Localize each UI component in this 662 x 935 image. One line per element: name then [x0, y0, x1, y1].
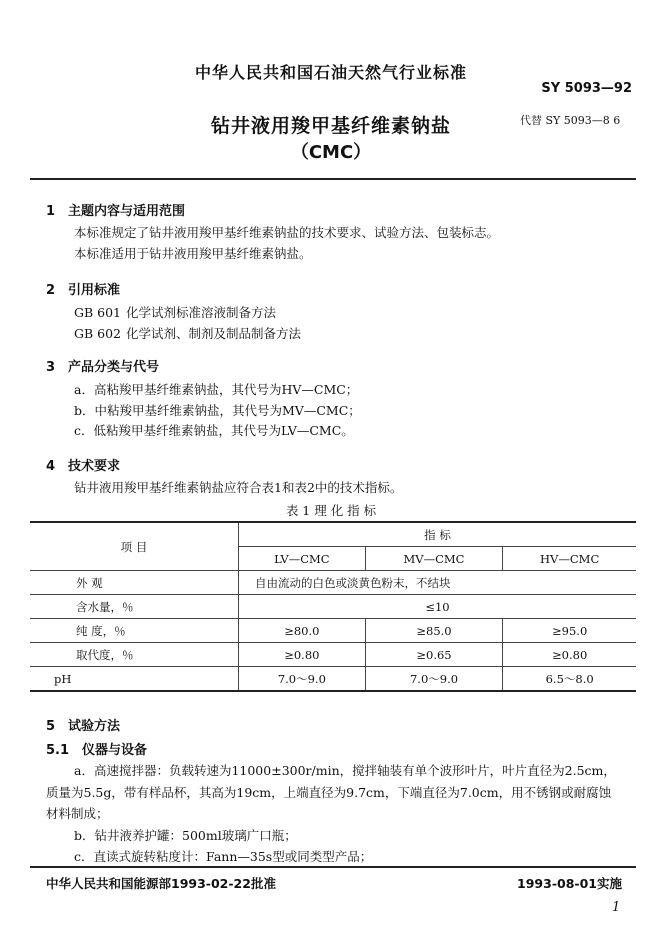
column-header: MV—CMC	[365, 547, 503, 571]
section-number: 5	[46, 719, 56, 734]
table-row	[30, 643, 636, 667]
section-4-heading	[46, 455, 120, 474]
equipment-item: c．直读式旋转粘度计：Fann—35s型或同类型产品；	[74, 849, 373, 864]
section-5-heading	[46, 715, 120, 734]
table-row	[30, 571, 636, 595]
row-label: 纯 度，％	[30, 619, 239, 643]
standard-category: 中华人民共和国石油天然气行业标准	[194, 63, 467, 82]
table-cell: ≥0.65	[365, 643, 503, 667]
section-number: 3	[46, 360, 56, 375]
column-header: HV—CMC	[503, 547, 636, 571]
row-label: 外 观	[30, 571, 239, 595]
table-cell: 自由流动的白色或淡黄色粉末，不结块	[239, 571, 637, 595]
section-1-paragraph: 本标准规定了钻井液用羧甲基纤维素钠盐的技术要求、试验方法、包装标志。	[74, 225, 500, 240]
page-number: 1	[612, 900, 621, 915]
table-cell: ≥0.80	[503, 643, 636, 667]
section-number: 2	[46, 283, 56, 298]
classification-item: b．中粘羧甲基纤维素钠盐，其代号为MV—CMC；	[74, 403, 361, 418]
subsection-number: 5.1	[46, 743, 70, 758]
reference-name: 化学试剂标准溶液制备方法	[126, 305, 277, 320]
row-label: 含水量，％	[30, 595, 239, 619]
standard-code: SY 5093—92	[541, 81, 632, 96]
column-header-item: 项 目	[30, 522, 239, 571]
section-number: 1	[46, 204, 56, 219]
document-subtitle: （CMC）	[290, 142, 372, 163]
section-title: 试验方法	[68, 719, 121, 734]
section-title: 引用标准	[68, 283, 121, 298]
section-title: 产品分类与代号	[68, 360, 160, 375]
row-label: pH	[30, 667, 239, 692]
table-row	[30, 595, 636, 619]
table-caption: 表 1 理 化 指 标	[285, 503, 377, 518]
footer-rule	[30, 866, 636, 868]
section-4-paragraph: 钻井液用羧甲基纤维素钠盐应符合表1和表2中的技术指标。	[74, 480, 403, 495]
approval-statement: 中华人民共和国能源部1993-02-22批准	[46, 876, 276, 891]
section-1-heading	[46, 200, 185, 219]
header-rule	[30, 178, 636, 180]
equipment-item: b．钻井液养护罐：500ml玻璃广口瓶；	[74, 828, 297, 843]
table-cell: ≤10	[239, 595, 637, 619]
equipment-item-continuation: 材料制成；	[46, 806, 109, 821]
section-1-paragraph: 本标准适用于钻井液用羧甲基纤维素钠盐。	[74, 246, 312, 261]
equipment-item: a．高速搅拌器：负载转速为11000±300r/min，搅拌轴装有单个波形叶片，叶片直径为2.5cm，	[74, 763, 616, 778]
table-cell: 6.5～8.0	[503, 667, 636, 692]
reference-code: GB 602	[74, 326, 122, 341]
effective-date: 1993-08-01实施	[517, 876, 622, 891]
section-number: 4	[46, 459, 56, 474]
subsection-title: 仪器与设备	[82, 743, 148, 758]
section-title: 主题内容与适用范围	[68, 204, 186, 219]
section-2-heading	[46, 279, 120, 298]
table-cell: ≥0.80	[239, 643, 366, 667]
section-title: 技术要求	[68, 459, 121, 474]
reference-item	[74, 324, 301, 342]
table-header-row	[30, 522, 636, 547]
reference-item	[74, 303, 276, 321]
table-row	[30, 667, 636, 692]
table-cell: ≥80.0	[239, 619, 366, 643]
reference-code: GB 601	[74, 305, 122, 320]
classification-item: c．低粘羧甲基纤维素钠盐，其代号为LV—CMC。	[74, 423, 354, 438]
table-cell: ≥95.0	[503, 619, 636, 643]
equipment-item-continuation: 质量为5.5g，带有样品杯，其高为19cm，上端直径为9.7cm，下端直径为7.0cm，用不锈钢或耐腐蚀	[46, 785, 612, 800]
table-row	[30, 619, 636, 643]
column-header: LV—CMC	[239, 547, 366, 571]
replaces-note: 代替 SY 5093—8 6	[520, 114, 621, 127]
table-cell: ≥85.0	[365, 619, 503, 643]
document-title: 钻井液用羧甲基纤维素钠盐	[210, 115, 451, 137]
spec-table	[30, 521, 636, 692]
row-label: 取代度，％	[30, 643, 239, 667]
classification-item: a．高粘羧甲基纤维素钠盐，其代号为HV—CMC；	[74, 382, 359, 397]
table-cell: 7.0～9.0	[365, 667, 503, 692]
subsection-heading	[46, 739, 147, 758]
column-header-group: 指 标	[239, 522, 637, 547]
section-3-heading	[46, 356, 159, 375]
reference-name: 化学试剂、制剂及制品制备方法	[126, 326, 302, 341]
table-cell: 7.0～9.0	[239, 667, 366, 692]
